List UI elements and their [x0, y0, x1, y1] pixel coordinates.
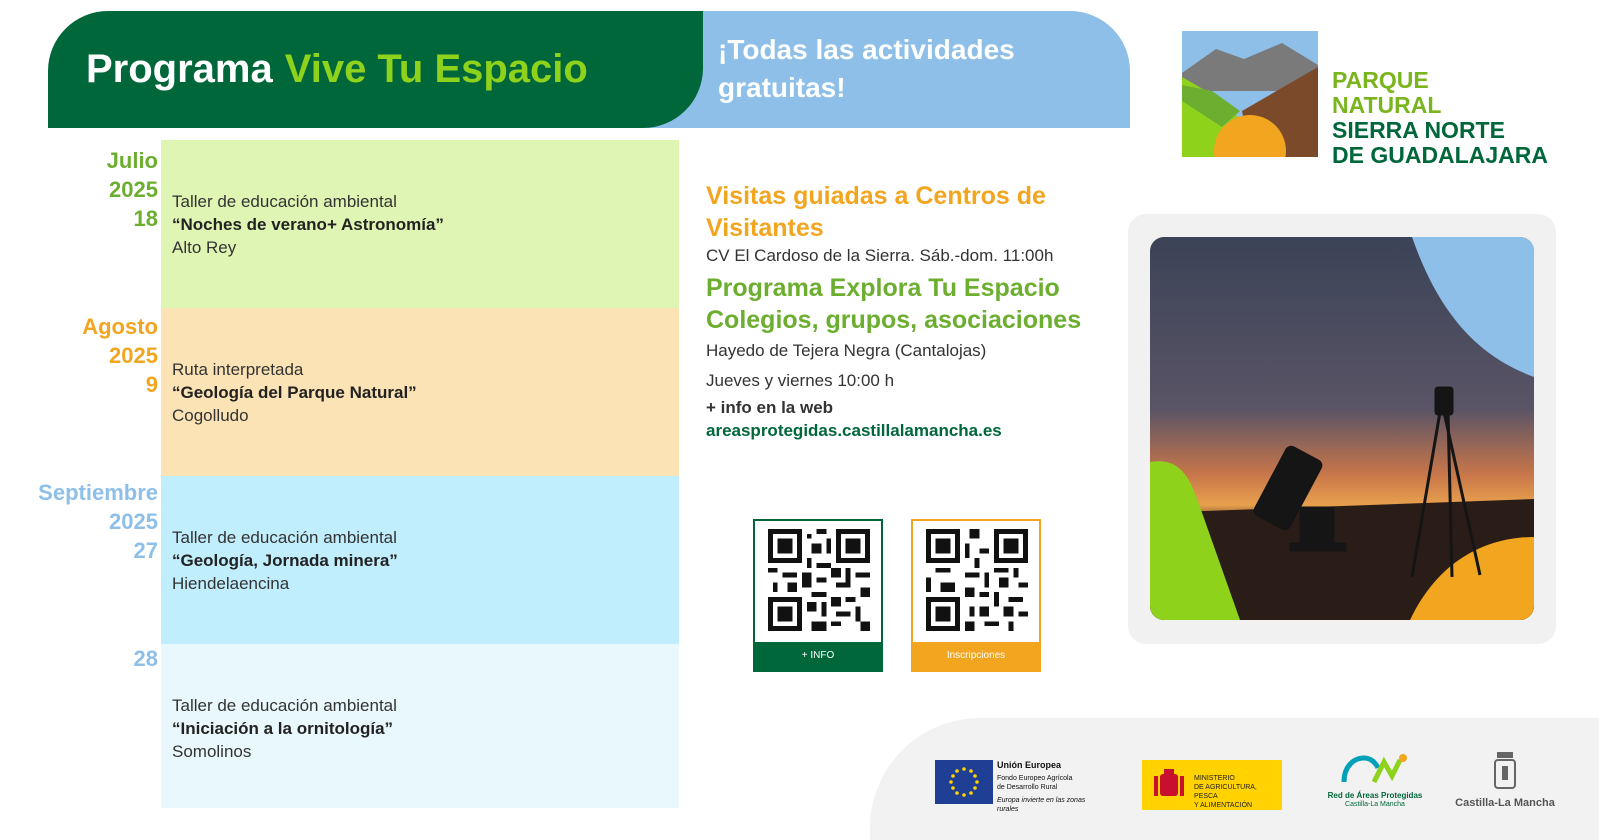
visits-title-line1: Visitas guiadas a Centros de — [706, 182, 1046, 210]
red-areas-icon — [1340, 752, 1410, 786]
event-card — [161, 140, 679, 308]
subtitle-line1: ¡Todas las actividades — [718, 34, 1015, 65]
event-place: Cogolludo — [172, 406, 249, 425]
title-part1: Programa — [86, 47, 273, 91]
spain-shield-icon — [1150, 768, 1188, 802]
more-info-label: + info en la web — [706, 398, 834, 417]
logo-line2: NATURAL — [1332, 92, 1442, 118]
logo-line1: PARQUE — [1332, 67, 1429, 93]
event-card — [161, 476, 679, 644]
date-day: 27 — [133, 538, 158, 563]
red-areas-line1: Red de Áreas Protegidas — [1327, 791, 1423, 800]
date-month: Julio — [106, 148, 158, 173]
info-block — [706, 180, 1126, 442]
ministry-line2: DE AGRICULTURA, PESCA — [1194, 784, 1257, 800]
event-card — [161, 644, 679, 808]
telescope-sunset-photo — [1150, 237, 1534, 620]
park-logo-text — [1332, 68, 1548, 168]
qr-info[interactable] — [753, 519, 883, 672]
date-august — [82, 312, 158, 399]
event-category: Taller de educación ambiental — [172, 528, 397, 547]
date-july — [107, 146, 158, 233]
event-category: Taller de educación ambiental — [172, 696, 397, 715]
visits-title-line2: Visitantes — [706, 214, 824, 242]
event-name: “Iniciación a la ornitología” — [172, 719, 394, 738]
event-place: Alto Rey — [172, 238, 237, 257]
explora-place: Hayedo de Tejera Negra (Cantalojas) — [706, 341, 987, 360]
qr-code-icon — [926, 528, 1028, 632]
park-logo-icon — [1182, 31, 1318, 165]
eu-logo — [935, 760, 1086, 813]
red-areas-logo — [1320, 752, 1430, 812]
event-name: “Geología, Jornada minera” — [172, 551, 398, 570]
eu-sub2: de Desarrollo Rural — [997, 784, 1058, 791]
event-place: Hiendelaencina — [172, 574, 290, 593]
title-banner — [48, 11, 703, 128]
event-category: Taller de educación ambiental — [172, 192, 397, 211]
event-name: “Noches de verano+ Astronomía” — [172, 215, 444, 234]
date-year: 2025 — [109, 509, 158, 534]
date-month: Septiembre — [38, 480, 158, 505]
explora-time: Jueves y viernes 10:00 h — [706, 371, 895, 390]
visits-detail: CV El Cardoso de la Sierra. Sáb.-dom. 11:00h — [706, 246, 1054, 265]
eu-sub1: Fondo Europeo Agrícola — [997, 775, 1073, 782]
date-year: 2025 — [109, 343, 158, 368]
qr-registration[interactable] — [911, 519, 1041, 672]
date-september-28 — [134, 644, 158, 673]
clm-label: Castilla-La Mancha — [1455, 797, 1555, 809]
red-areas-line2: Castilla-La Mancha — [1345, 801, 1405, 808]
explora-title-line1: Programa Explora Tu Espacio — [706, 274, 1060, 302]
eu-title: Unión Europea — [997, 760, 1062, 770]
event-name: “Geología del Parque Natural” — [172, 383, 417, 402]
qr-label: + INFO — [755, 642, 881, 670]
qr-code-icon — [768, 528, 870, 632]
date-day: 28 — [133, 646, 158, 671]
subtitle-line2: gratuitas! — [718, 72, 846, 103]
date-september — [38, 478, 158, 565]
date-month: Agosto — [82, 314, 158, 339]
event-card — [161, 308, 679, 476]
ministry-line3: Y ALIMENTACIÓN — [1194, 802, 1253, 809]
eu-sub3: Europa invierte en las zonas rurales — [997, 797, 1086, 813]
date-day: 18 — [133, 206, 158, 231]
explora-title-line2: Colegios, grupos, asociaciones — [706, 306, 1082, 334]
castilla-la-mancha-logo — [1450, 748, 1560, 812]
logo-line4: DE GUADALAJARA — [1332, 142, 1548, 168]
ministry-logo — [1142, 760, 1282, 810]
event-category: Ruta interpretada — [172, 360, 304, 379]
event-place: Somolinos — [172, 742, 252, 761]
date-year: 2025 — [109, 177, 158, 202]
date-day: 9 — [145, 372, 158, 397]
title-part2: Vive Tu Espacio — [284, 47, 588, 91]
ministry-line1: MINISTERIO — [1194, 775, 1235, 782]
clm-crest-icon — [1490, 748, 1520, 792]
logo-line3: SIERRA NORTE — [1332, 117, 1505, 143]
website-link[interactable]: areasprotegidas.castillalamancha.es — [706, 421, 1002, 440]
eu-flag-icon — [935, 760, 993, 804]
qr-label: Inscripciones — [913, 642, 1039, 670]
